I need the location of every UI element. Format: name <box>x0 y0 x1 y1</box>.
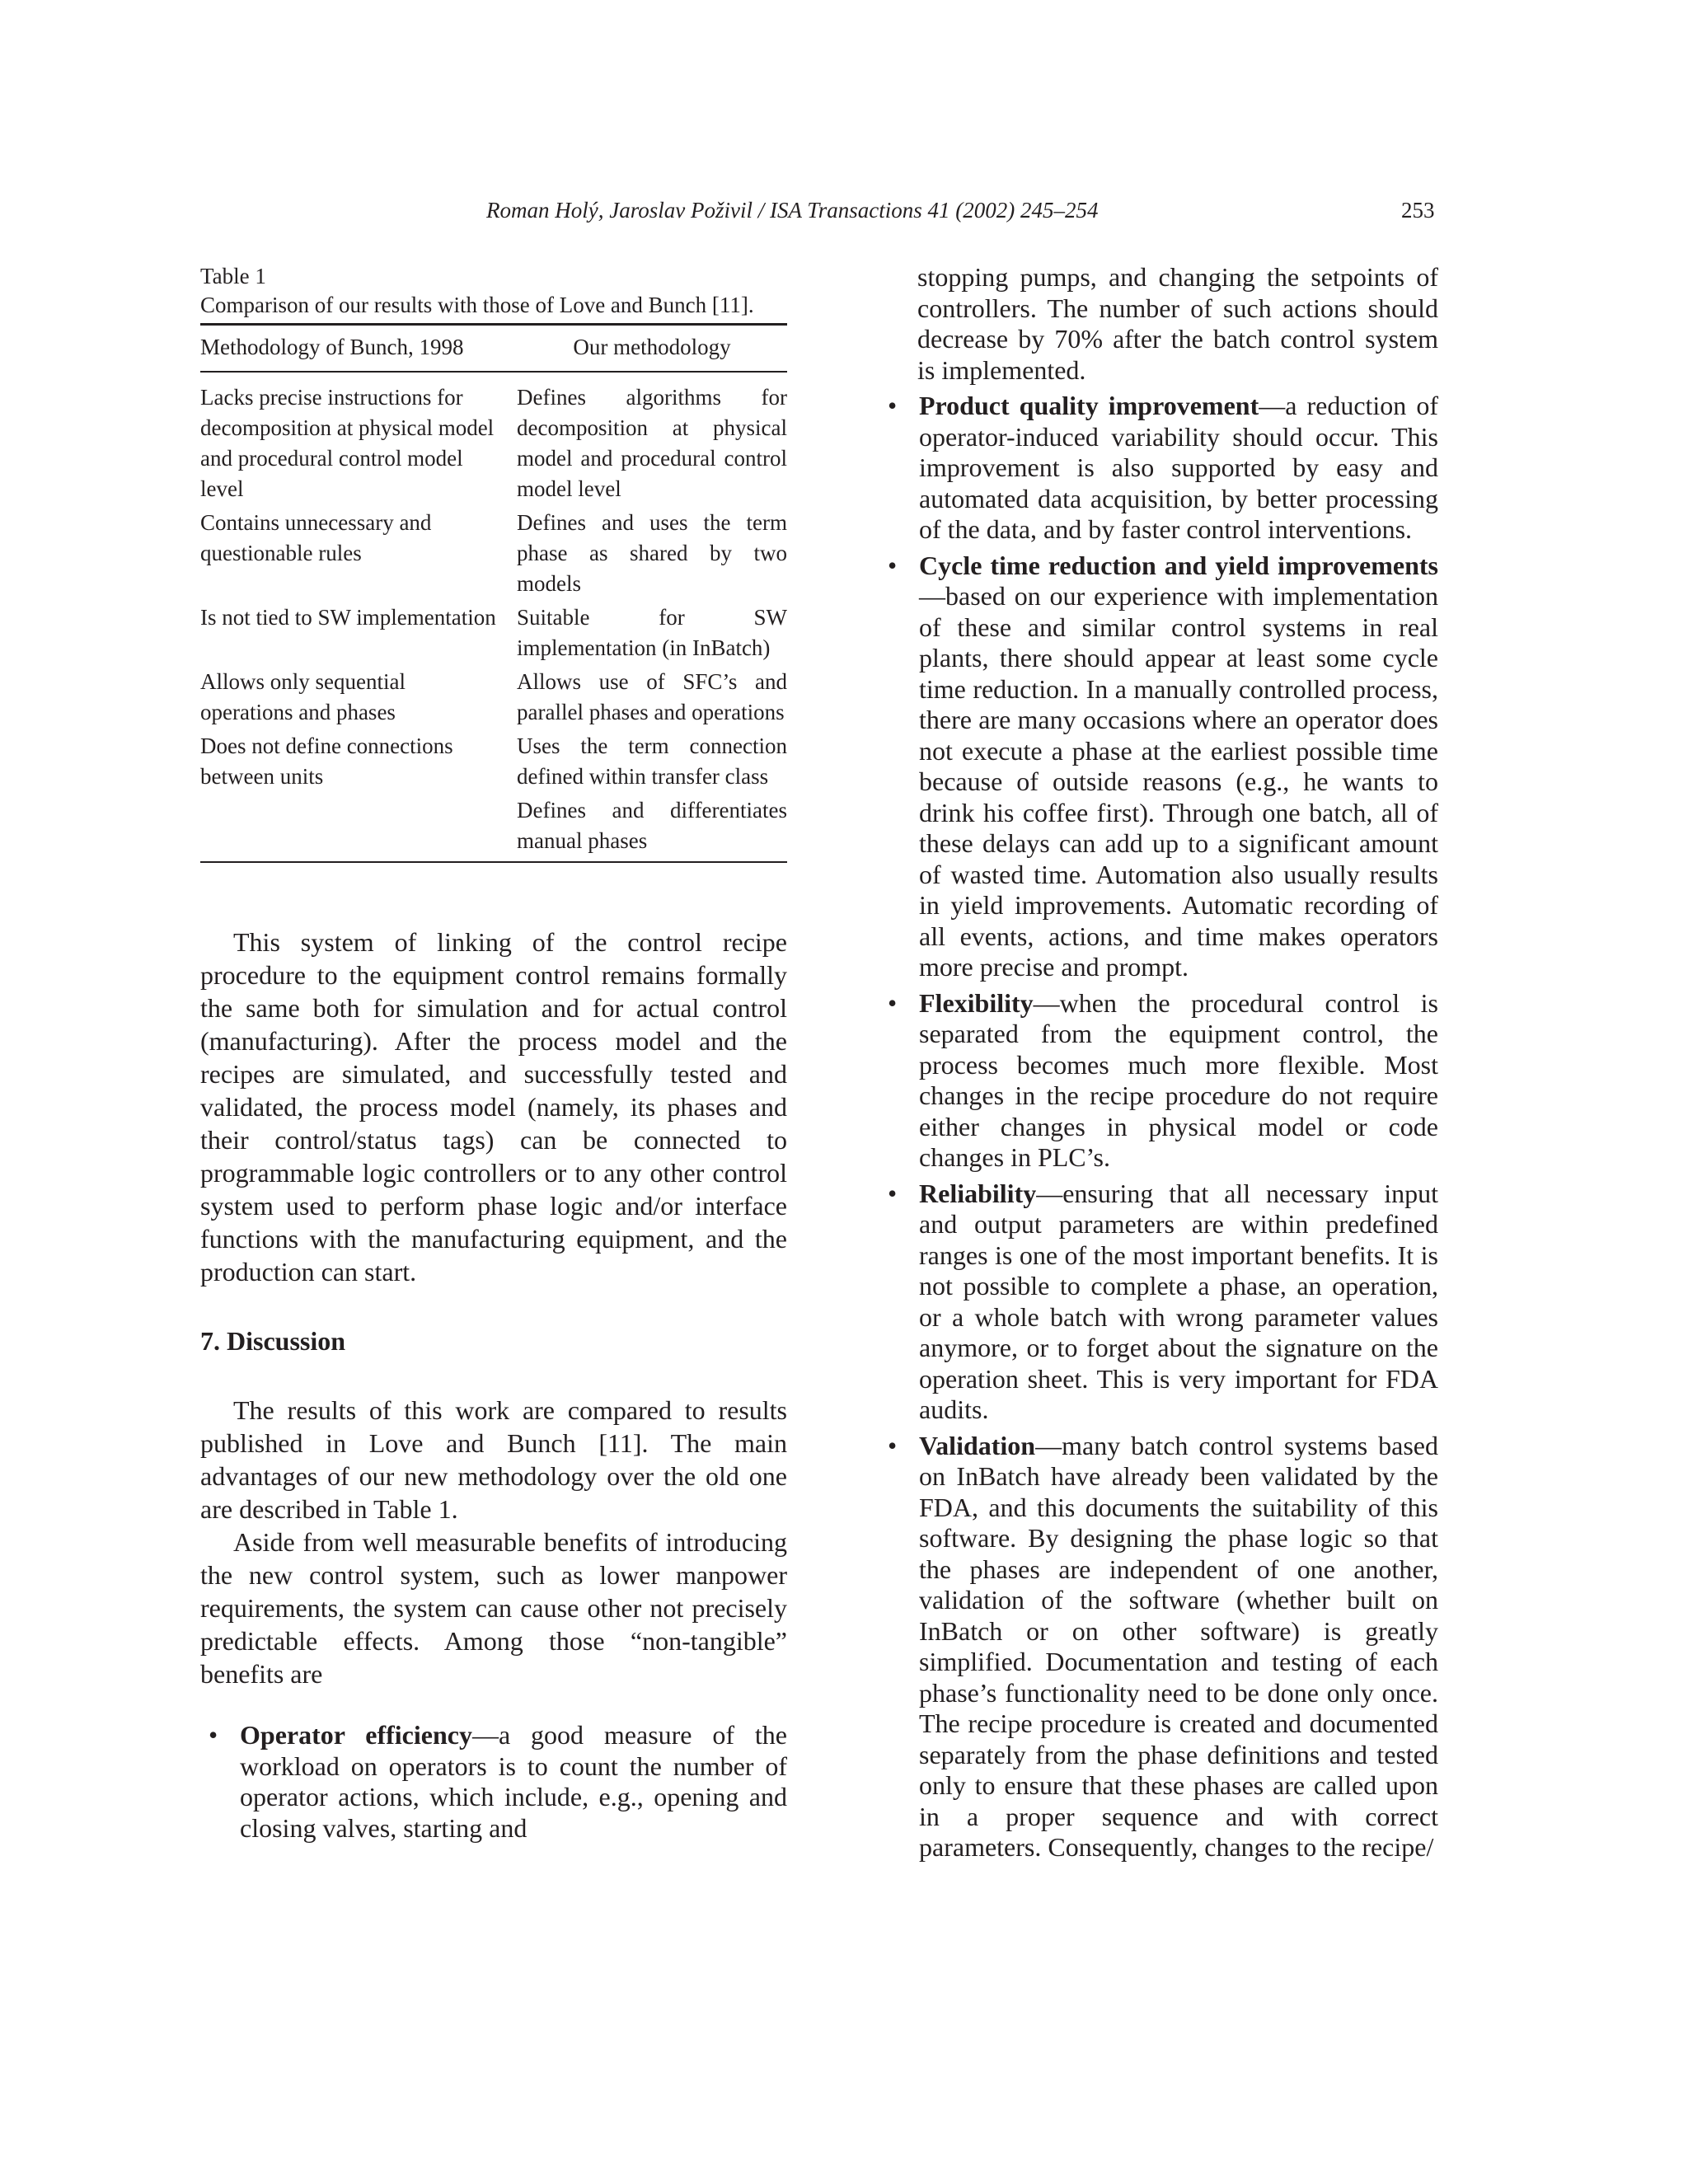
section-heading: 7. Discussion <box>200 1326 346 1356</box>
page-number: 253 <box>1401 198 1435 223</box>
table-cell: Defines algorithms for decomposition at physical model and procedural control model level <box>517 385 787 501</box>
table-row <box>200 504 787 599</box>
running-title: Roman Holý, Jaroslav Poživil / ISA Transactions 41 (2002) 245–254 <box>486 198 1099 223</box>
table-caption: Comparison of our results with those of Love and Bunch [11]. <box>200 293 754 317</box>
bullet-continuation: stopping pumps, and changing the setpoints of controllers. The number of such actions should decrease by 70% after the batch control system is implemented. <box>917 262 1438 385</box>
list-item <box>879 1179 1438 1426</box>
table-row <box>200 663 787 728</box>
table-row <box>200 599 787 663</box>
bullet-term: Cycle time reduction and yield improvements <box>919 550 1438 580</box>
bullet-term: Flexibility <box>919 987 1034 1018</box>
table-cell: Lacks precise instructions for decomposition at physical model and procedural control model level <box>200 385 495 501</box>
bullet-term: Validation <box>919 1430 1036 1460</box>
left-column <box>200 262 787 1844</box>
table-cell: Does not define connections between units <box>200 733 453 789</box>
table-cell: Uses the term connection defined within transfer class <box>517 733 787 789</box>
list-item <box>879 551 1438 983</box>
table-cell: Is not tied to SW implementation <box>200 605 496 630</box>
table-cell: Defines and uses the term phase as shared by two models <box>517 510 787 596</box>
table-header-row <box>200 325 787 373</box>
bullet-text: —a good measure of the workload on operators is to count the number of operator actions, which include, e.g., opening and closing valves, starting and <box>240 1720 788 1843</box>
bullet-text: —when the procedural control is separated from the equipment control, the process becomes much more flexible. Most changes in the recipe procedure do not require either changes in physical model or code changes in PLC’s. <box>919 987 1438 1172</box>
bullet-icon: • <box>888 1430 898 1460</box>
table-row <box>200 372 787 504</box>
bullet-term: Operator efficiency <box>240 1720 472 1750</box>
benefits-list-start <box>200 1720 787 1844</box>
bullet-text: —based on our experience with implementation of these and similar control systems in real plants, there should appear at least some cycle time reduction. In a manually controlled process, there are many occasions where an operator does not execute a phase at the earliest possible time because of outside reasons (e.g., he wants to drink his coffee first). Through one batch, all of these delays can add up to a significant amount of wasted time. Automation also usually results in yield improvements. Automatic recording of all events, actions, and time makes operators more precise and prompt. <box>919 581 1438 982</box>
list-item <box>879 1431 1438 1863</box>
bullet-icon: • <box>888 391 898 420</box>
bullet-text: —many batch control systems based on InBatch have already been validated by the FDA, and this documents the suitability of this software. By designing the phase logic so that the phases are independent of one another, validation of the software (whether built on InBatch or on other software) is greatly simplified. Documentation and testing of each phase’s functionality need to be done only once. The recipe procedure is created and documented separately from the phase definitions and tested only to ensure that these phases are called upon in a proper sequence and with correct parameters. Consequently, changes to the recipe/ <box>919 1430 1438 1862</box>
bullet-text: —ensuring that all necessary input and output parameters are within predefined ranges is one of the most important benefits. It is not possible to complete a phase, an operation, or a whole batch with wrong parameter values anymore, or to forget about the signature on the operation sheet. This is very important for FDA audits. <box>919 1178 1438 1424</box>
body-paragraph: Aside from well measurable benefits of introducing the new control system, such as lower manpower requirements, the system can cause other not precisely predictable effects. Among those “non-tangible” benefits are <box>200 1527 787 1689</box>
table-cell: Defines and differentiates manual phases <box>517 792 787 862</box>
table-1 <box>200 262 787 863</box>
body-paragraph: This system of linking of the control recipe procedure to the equipment control remains formally the same both for simulation and for actual control (manufacturing). After the process model and the recipes are simulated, and successfully tested and validated, the process model (namely, its phases and their control/status tags) can be connected to programmable logic controllers or to any other control system used to perform phase logic and/or interface functions with the manufacturing equipment, and the production can start. <box>200 927 787 1286</box>
bullet-icon: • <box>209 1720 218 1750</box>
bullet-text: —a reduction of operator-induced variability should occur. This improvement is also supported by easy and automated data acquisition, by better processing of the data, and by faster control interventions. <box>919 391 1438 544</box>
bullet-icon: • <box>888 1178 898 1208</box>
list-item <box>200 1720 787 1844</box>
bullet-icon: • <box>888 987 898 1018</box>
table-col-header-bunch: Methodology of Bunch, 1998 <box>200 325 517 373</box>
right-column <box>888 262 1438 1863</box>
benefits-list <box>879 391 1438 1863</box>
table-row <box>200 728 787 792</box>
comparison-table <box>200 323 787 863</box>
table-col-header-ours: Our methodology <box>517 325 787 373</box>
table-cell: Suitable for SW implementation (in InBatch) <box>517 605 787 660</box>
bullet-term: Reliability <box>919 1178 1037 1208</box>
bullet-term: Product quality improvement <box>919 391 1259 420</box>
table-cell: Allows only sequential operations and phases <box>200 669 406 724</box>
table-label: Table 1 <box>200 264 266 288</box>
list-item <box>879 988 1438 1174</box>
list-item <box>879 391 1438 546</box>
body-paragraph: The results of this work are compared to results published in Love and Bunch [11]. The main advantages of our new methodology over the old one are described in Table 1. <box>200 1395 787 1524</box>
table-row <box>200 792 787 862</box>
bullet-icon: • <box>888 550 898 580</box>
table-cell: Allows use of SFC’s and parallel phases and operations <box>517 669 787 724</box>
table-cell: Contains unnecessary and questionable rules <box>200 510 432 565</box>
table-cell <box>200 792 517 862</box>
running-header <box>486 198 1434 223</box>
